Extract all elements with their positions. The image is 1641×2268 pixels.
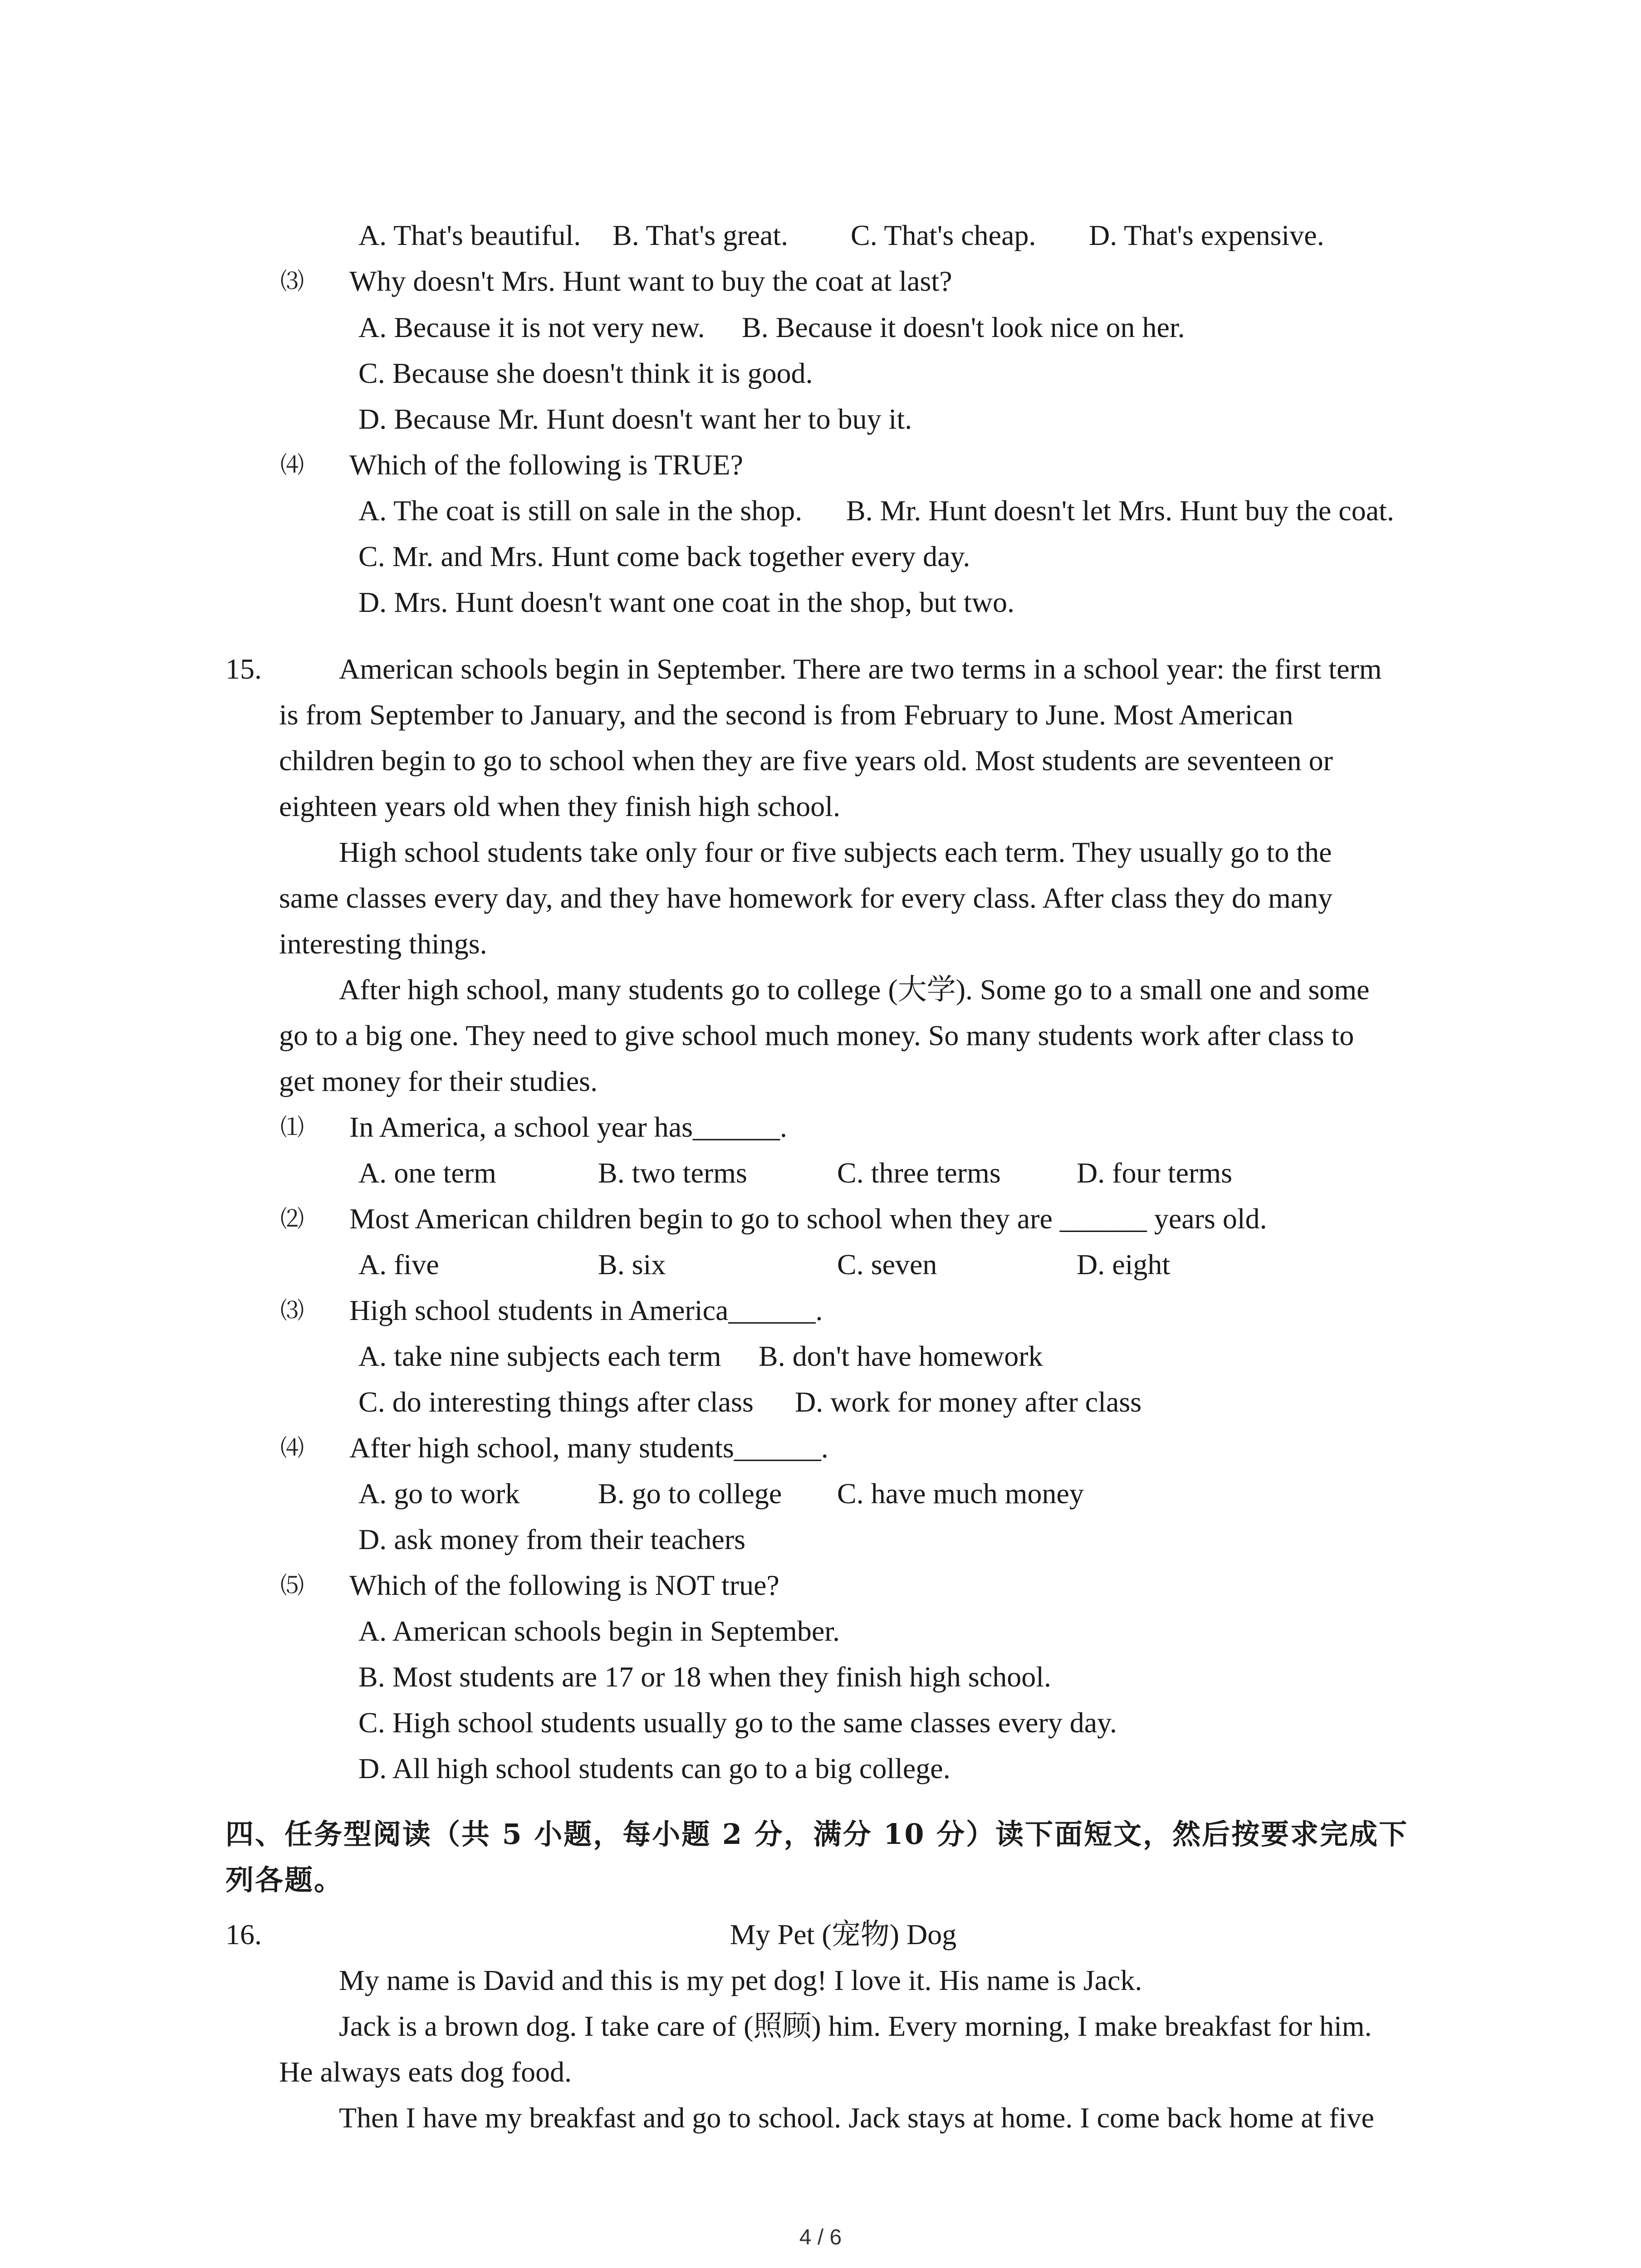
passage-line: eighteen years old when they finish high school.: [279, 790, 841, 822]
option-c: C. have much money: [837, 1477, 1084, 1510]
option-d: D. All high school students can go to a big college.: [358, 1752, 950, 1784]
section-heading-line: 四、任务型阅读（共 5 小题，每小题 2 分，满分 10 分）读下面短文，然后按要求完成下: [225, 1818, 1409, 1851]
option-a: A. The coat is still on sale in the shop.: [358, 494, 803, 527]
passage-line: After high school, many students go to college (大学). Some go to a small one and some: [339, 973, 1370, 1006]
question-text: After high school, many students______.: [349, 1432, 828, 1464]
option-d: D. That's expensive.: [1089, 219, 1324, 251]
question-number: ⑷: [280, 452, 304, 479]
option-b: B. go to college: [598, 1477, 782, 1510]
option-a: A. go to work: [358, 1477, 520, 1510]
option-b: B. That's great.: [612, 219, 789, 251]
passage-line: My name is David and this is my pet dog! I love it. His name is Jack.: [339, 1964, 1142, 1996]
passage-title: My Pet (宠物) Dog: [730, 1918, 957, 1950]
passage-line: is from September to January, and the second is from February to June. Most American: [279, 699, 1293, 731]
passage-line: same classes every day, and they have homework for every class. After class they do many: [279, 882, 1333, 914]
option-d: D. Because Mr. Hunt doesn't want her to buy it.: [358, 403, 912, 435]
question-number: ⑶: [280, 1297, 304, 1325]
option-c: C. do interesting things after class: [358, 1386, 754, 1418]
passage-line: Then I have my breakfast and go to school. Jack stays at home. I come back home at five: [339, 2102, 1374, 2134]
passage-line: go to a big one. They need to give school much money. So many students work after class to: [279, 1019, 1354, 1051]
question-text: In America, a school year has______.: [349, 1111, 788, 1143]
option-b: B. Because it doesn't look nice on her.: [742, 311, 1185, 343]
question-number: ⑵: [280, 1206, 304, 1233]
question-16-number: 16.: [225, 1918, 262, 1950]
page-number: 4 / 6: [799, 2225, 842, 2249]
question-text: Which of the following is TRUE?: [349, 449, 743, 481]
passage-line: get money for their studies.: [279, 1065, 598, 1097]
option-c: C. That's cheap.: [851, 219, 1036, 251]
question-number: ⑶: [280, 268, 304, 295]
option-c: C. Because she doesn't think it is good.: [358, 357, 813, 389]
question-number: ⑷: [280, 1435, 304, 1462]
question-number: ⑴: [280, 1114, 304, 1141]
option-d: D. Mrs. Hunt doesn't want one coat in the shop, but two.: [358, 586, 1015, 618]
passage-line: Jack is a brown dog. I take care of (照顾) him. Every morning, I make breakfast for him.: [339, 2010, 1372, 2042]
passage-line: He always eats dog food.: [279, 2056, 572, 2088]
passage-line: interesting things.: [279, 928, 487, 960]
option-b: B. two terms: [598, 1157, 747, 1189]
question-number: ⑸: [280, 1572, 304, 1599]
option-b: B. Most students are 17 or 18 when they finish high school.: [358, 1661, 1051, 1693]
section-heading-line: 列各题。: [225, 1863, 344, 1897]
option-c: C. Mr. and Mrs. Hunt come back together every day.: [358, 540, 970, 572]
option-a: A. American schools begin in September.: [358, 1615, 840, 1647]
option-c: C. High school students usually go to the same classes every day.: [358, 1706, 1117, 1739]
option-a: A. That's beautiful.: [358, 219, 581, 251]
question-text: Which of the following is NOT true?: [349, 1569, 779, 1601]
option-b: B. Mr. Hunt doesn't let Mrs. Hunt buy the coat.: [846, 494, 1394, 527]
passage-line: children begin to go to school when they are five years old. Most students are seventeen or: [279, 744, 1333, 777]
option-d: D. four terms: [1077, 1157, 1233, 1189]
passage-line: High school students take only four or five subjects each term. They usually go to the: [339, 836, 1332, 868]
question-text: High school students in America______.: [349, 1294, 823, 1326]
option-a: A. Because it is not very new.: [358, 311, 705, 343]
question-text: Most American children begin to go to school when they are ______ years old.: [349, 1202, 1267, 1235]
option-c: C. seven: [837, 1248, 937, 1281]
question-text: Why doesn't Mrs. Hunt want to buy the coat at last?: [349, 265, 952, 297]
question-15-number: 15.: [225, 653, 262, 685]
option-c: C. three terms: [837, 1157, 1001, 1189]
option-a: A. five: [358, 1248, 439, 1281]
option-a: A. one term: [358, 1157, 496, 1189]
option-b: B. don't have homework: [759, 1340, 1043, 1372]
option-d: D. eight: [1077, 1248, 1171, 1281]
option-d: D. ask money from their teachers: [358, 1523, 746, 1555]
option-b: B. six: [598, 1248, 666, 1281]
option-a: A. take nine subjects each term: [358, 1340, 721, 1372]
option-d: D. work for money after class: [795, 1386, 1142, 1418]
passage-line: American schools begin in September. There are two terms in a school year: the first term: [339, 653, 1382, 685]
